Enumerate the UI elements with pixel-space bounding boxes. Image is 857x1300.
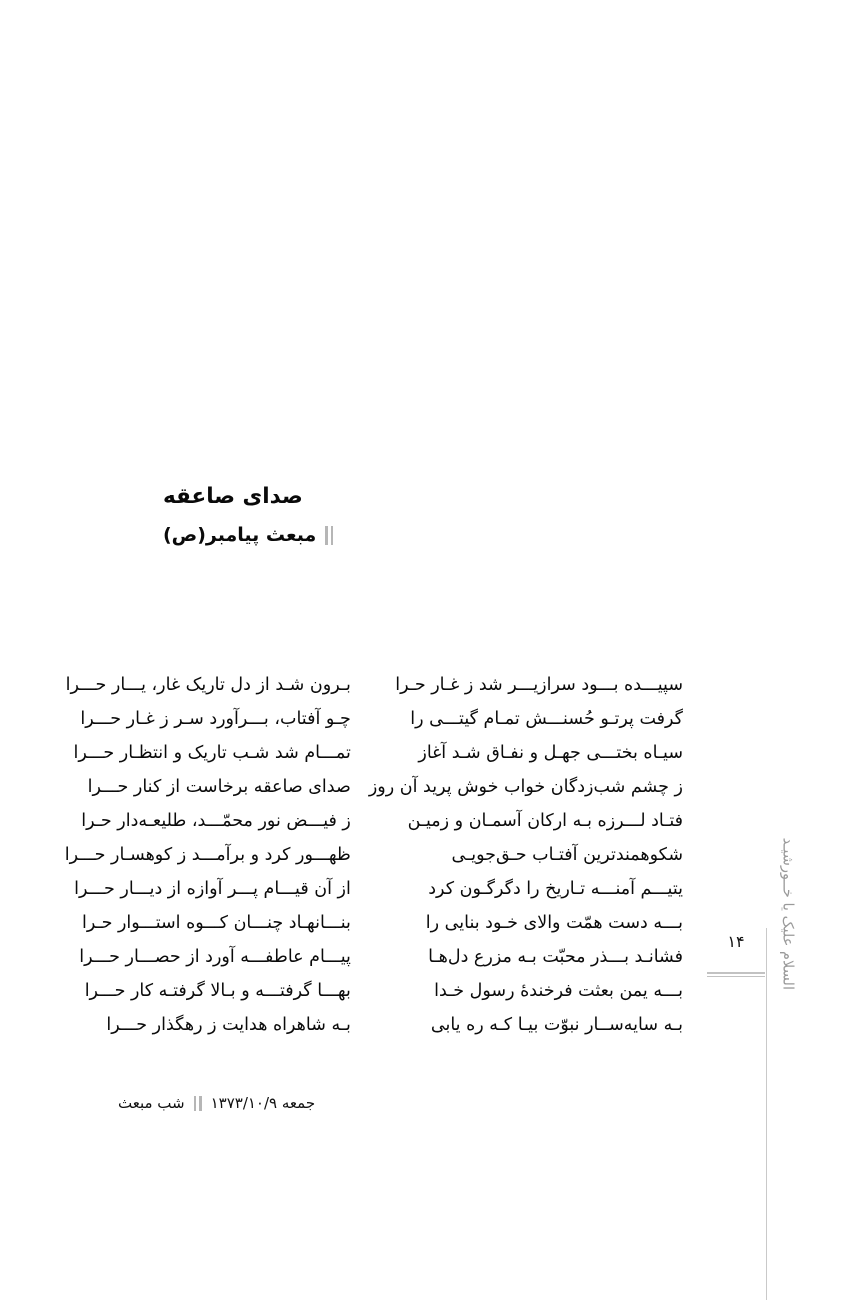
poem-line [65, 1008, 351, 1042]
poem-column-right [369, 668, 683, 1042]
poem-line [369, 940, 683, 974]
page-title: صدای صاعقه [163, 484, 303, 509]
colophon-occasion: شب مبعث [118, 1094, 185, 1112]
poem-line [369, 974, 683, 1008]
poem-line [369, 736, 683, 770]
poem-line-text: گرفت پرتـو حُسنـــش تمـام گیتـــی را [410, 709, 683, 729]
poem-line-text: فشانـد بـــذر محبّت بـه مزرع دل‌هـا [428, 947, 683, 967]
sidebar-vertical-rule [766, 928, 768, 1300]
running-head-text: السلام علیک یا خــورشیـد [779, 837, 795, 990]
poem-line [369, 804, 683, 838]
double-vertical-bar-icon [325, 526, 333, 545]
poem-line-text: پیـــام عاطفـــه آورد از حصـــار حـــرا [79, 947, 351, 967]
poem-line [65, 702, 351, 736]
poem-line [65, 736, 351, 770]
poem-line [65, 940, 351, 974]
poem-line [65, 804, 351, 838]
poem-line [65, 872, 351, 906]
poem-line-text: ظهـــور کرد و برآمـــد ز کوهسـار حـــرا [64, 845, 351, 865]
poem-line [65, 838, 351, 872]
poem-line-text: بهـــا گرفتـــه و بـالا گرفتـه کار حـــرا [84, 981, 351, 1001]
poem-line [369, 872, 683, 906]
poem-line-text: بـه سایه‌ســار نبوّت بیـا کـه ره یابی [430, 1015, 683, 1035]
poem-line [65, 770, 351, 804]
poem-column-left [65, 668, 351, 1042]
poem-line-text: بنـــانهـاد چنـــان کـــوه استـــوار حـرا [81, 913, 351, 933]
poem-line [369, 838, 683, 872]
poem-line-text: یتیـــم آمنـــه تـاریخ را دگرگـون کرد [428, 879, 683, 899]
poem-line [65, 974, 351, 1008]
poem-line-text: بـــه یمن بعثت فرخندهٔ رسول خـدا [434, 981, 683, 1001]
poem-line-text: فتـاد لـــرزه بـه ارکان آسمـان و زمیـن [407, 811, 683, 831]
poem-header [163, 484, 683, 548]
poem-line-text: از آن قیـــام پـــر آوازه از دیـــار حـــرا [74, 879, 351, 899]
poem-line-text: ز فیـــض نور محمّـــد، طلیعـه‌دار حـرا [81, 811, 351, 831]
poem-line [65, 906, 351, 940]
sidebar-horizontal-double-rule [707, 972, 765, 977]
poem-line [369, 1008, 683, 1042]
poem-line [369, 702, 683, 736]
poem-line [369, 668, 683, 702]
poem-line [369, 770, 683, 804]
poem-body [64, 668, 683, 1042]
colophon-date: جمعه ۱۳۷۳/۱۰/۹ [210, 1094, 316, 1112]
poem-line [65, 668, 351, 702]
poem-line-text: بـــه دست همّت والای خـود بنایی را [425, 913, 683, 933]
poem-line-text: ز چشم شب‌زدگان خواب خوش پرید آن روز [368, 777, 683, 797]
poem-subtitle: مبعث پیامبر(ص) [163, 523, 317, 546]
poem-line-text: چـو آفتاب، بـــرآورد سـر ز غـار حـــرا [80, 709, 351, 729]
poem-line-text: صدای صاعقه برخاست از کنار حـــرا [87, 777, 351, 797]
double-vertical-bar-icon [194, 1096, 202, 1111]
poem-line-text: بـه شاهراه هدایت ز رهگذار حـــرا [106, 1015, 351, 1035]
poem-line-text: تمـــام شد شـب تاریک و انتظـار حـــرا [73, 743, 351, 763]
poem-line-text: سیـاه بختـــی جهـل و نفـاق شـد آغاز [418, 743, 683, 763]
colophon [118, 1094, 315, 1112]
poem-line [369, 906, 683, 940]
subtitle-row [163, 523, 683, 548]
poem-line-text: بـرون شـد از دل تاریک غار، یـــار حـــرا [65, 675, 351, 695]
poem-line-text: سپیـــده بـــود سرازیـــر شد ز غـار حـرا [395, 675, 683, 695]
poem-line-text: شکوهمندترین آفتـاب حـق‌جویـی [451, 845, 683, 865]
page-number: ۱۴ [727, 932, 745, 951]
